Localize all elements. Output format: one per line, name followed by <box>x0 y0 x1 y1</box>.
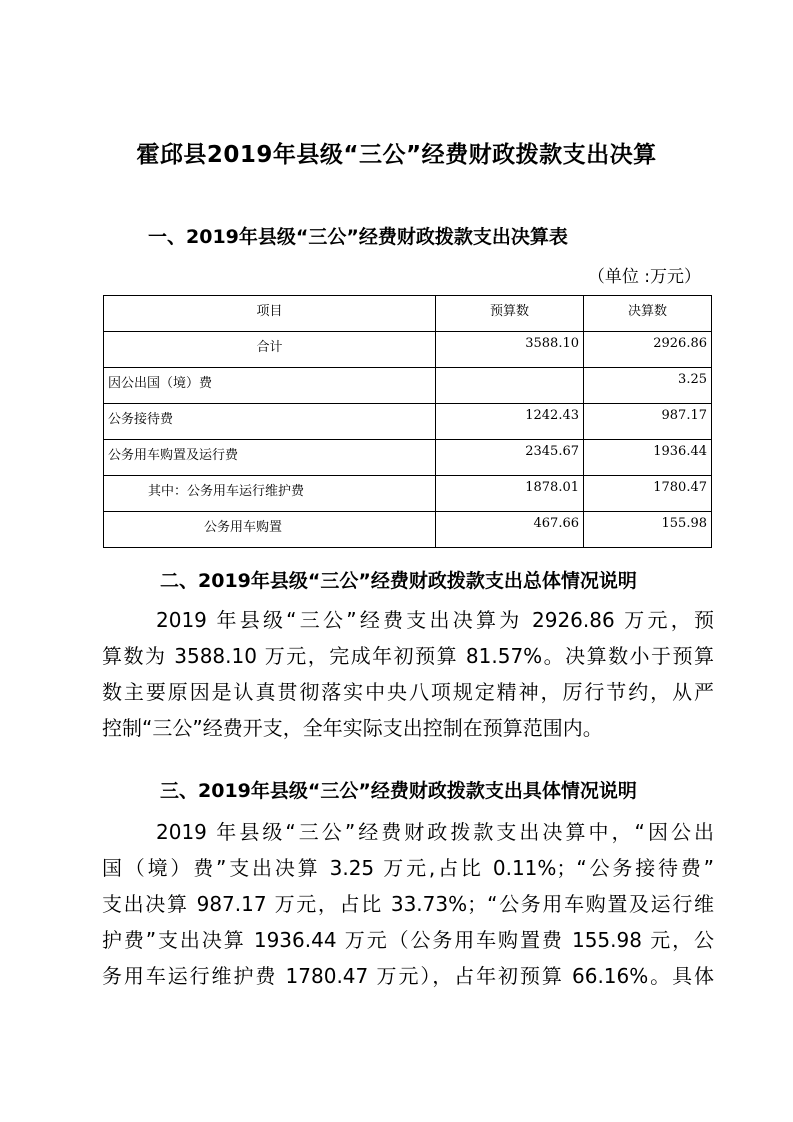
header-budget: 预算数 <box>436 296 584 332</box>
row-item: 公务用车购置 <box>104 512 436 548</box>
row-item: 公务接待费 <box>104 404 436 440</box>
row-budget: 2345.67 <box>436 440 584 476</box>
paragraph-line: 2019 年县级“三公”经费支出决算为 2926.86 万元，预 <box>156 608 714 632</box>
table-row <box>104 440 712 476</box>
row-budget: 467.66 <box>436 512 584 548</box>
row-item: 合计 <box>104 332 436 368</box>
header-item: 项目 <box>104 296 436 332</box>
section2-heading: 二、2019年县级“三公”经费财政拨款支出总体情况说明 <box>160 570 637 592</box>
table-row <box>104 476 712 512</box>
section3-heading: 三、2019年县级“三公”经费财政拨款支出具体情况说明 <box>160 780 637 802</box>
table-header-row <box>104 296 712 332</box>
paragraph-line: 控制“三公”经费开支，全年实际支出控制在预算范围内。 <box>102 716 603 740</box>
paragraph-line: 支出决算 987.17 万元，占比 33.73%；“公务用车购置及运行维 <box>102 892 714 916</box>
unit-label: （单位 :万元） <box>587 267 701 287</box>
row-final: 155.98 <box>584 512 712 548</box>
table-row <box>104 332 712 368</box>
expenditure-table <box>103 295 712 548</box>
row-item: 其中：公务用车运行维护费 <box>104 476 436 512</box>
row-final: 2926.86 <box>584 332 712 368</box>
paragraph-line: 2019 年县级“三公”经费财政拨款支出决算中，“因公出 <box>156 820 714 844</box>
row-item: 因公出国（境）费 <box>104 368 436 404</box>
paragraph-line: 护费”支出决算 1936.44 万元（公务用车购置费 155.98 元，公 <box>102 928 714 952</box>
document-title: 霍邱县2019年县级“三公”经费财政拨款支出决算 <box>136 142 657 168</box>
row-item: 公务用车购置及运行费 <box>104 440 436 476</box>
paragraph-line: 务用车运行维护费 1780.47 万元），占年初预算 66.16%。具体 <box>102 964 714 988</box>
table-row <box>104 512 712 548</box>
paragraph-line: 数主要原因是认真贯彻落实中央八项规定精神，厉行节约，从严 <box>102 680 714 704</box>
header-final: 决算数 <box>584 296 712 332</box>
section2-paragraph <box>102 602 714 746</box>
section3-paragraph <box>102 814 714 994</box>
row-final: 3.25 <box>584 368 712 404</box>
section1-heading: 一、2019年县级“三公”经费财政拨款支出决算表 <box>148 226 568 248</box>
row-final: 1936.44 <box>584 440 712 476</box>
row-final: 1780.47 <box>584 476 712 512</box>
row-final: 987.17 <box>584 404 712 440</box>
row-budget: 1878.01 <box>436 476 584 512</box>
row-budget: 1242.43 <box>436 404 584 440</box>
row-budget <box>436 368 584 404</box>
table-row <box>104 368 712 404</box>
table-row <box>104 404 712 440</box>
paragraph-line: 算数为 3588.10 万元，完成年初预算 81.57%。决算数小于预算 <box>102 644 714 668</box>
paragraph-line: 国（境）费”支出决算 3.25 万元,占比 0.11%；“公务接待费” <box>102 856 714 880</box>
row-budget: 3588.10 <box>436 332 584 368</box>
